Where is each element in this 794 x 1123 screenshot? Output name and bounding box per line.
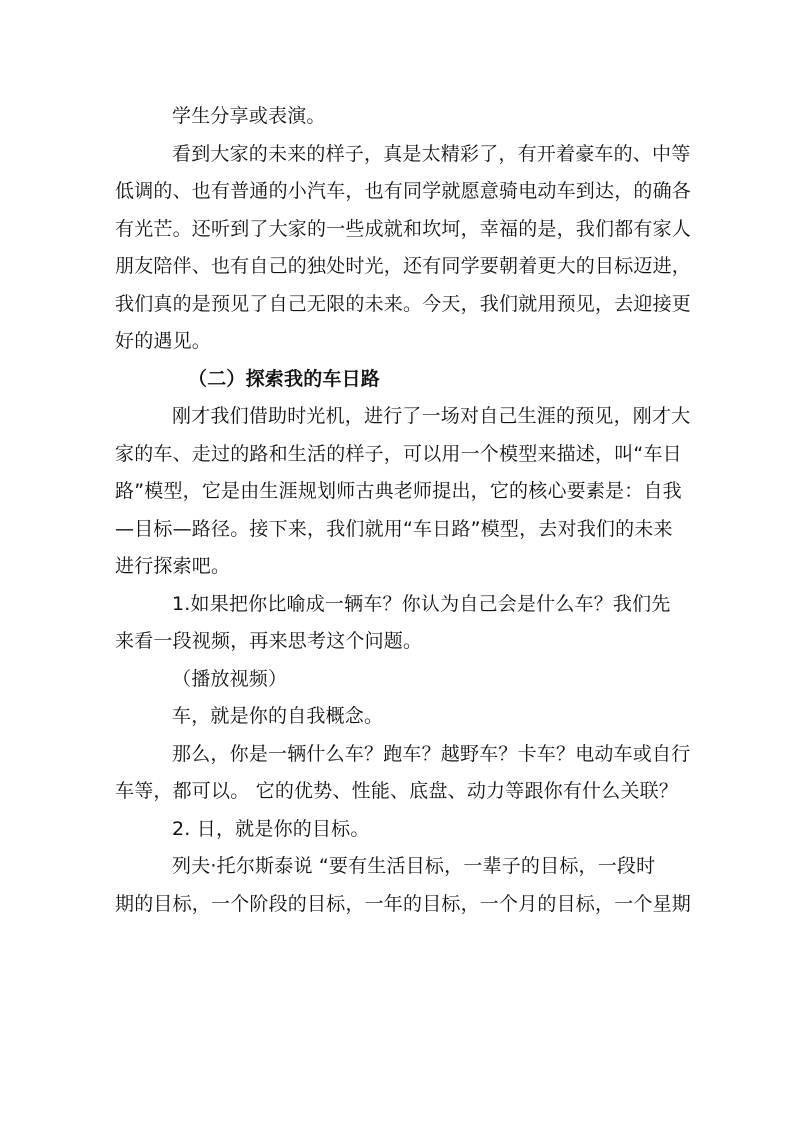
paragraph-line: —目标—路径。接下来，我们就用“车日路”模型，去对我们的未来 [115,517,673,540]
paragraph-line: （播放视频） [172,667,288,690]
paragraph-line: 好的遇见。 [115,330,212,352]
paragraph-line: 有光芒。还听到了大家的一些成就和坎坷，幸福的是，我们都有家人 [115,217,692,240]
paragraph-line: 2. 日，就是你的目标。 [172,817,370,840]
paragraph-line: 车，就是你的自我概念。 [172,705,384,727]
document-body [115,98,692,923]
paragraph-line: 家的车、走过的路和生活的样子，可以用一个模型来描述，叫“车日 [115,442,682,465]
paragraph-line: 列夫·托尔斯泰说 “要有生活目标，一辈子的目标，一段时 [172,855,656,877]
paragraph-line: 进行探索吧。 [115,555,231,577]
paragraph-line: 朋友陪伴、也有自己的独处时光，还有同学要朝着更大的目标迈进， [115,255,692,277]
paragraph-line: 来看一段视频，再来思考这个问题。 [115,630,423,652]
paragraph-line: 期的目标，一个阶段的目标，一年的目标，一个月的目标，一个星期 [115,892,692,915]
paragraph-line: 看到大家的未来的样子，真是太精彩了，有开着豪车的、中等 [172,142,691,165]
paragraph-line: 学生分享或表演。 [172,105,326,127]
paragraph-line: 路”模型，它是由生涯规划师古典老师提出，它的核心要素是：自我 [115,480,682,502]
section-heading: （二）探索我的车日路 [188,367,381,390]
paragraph-line: 刚才我们借助时光机，进行了一场对自己生涯的预见，刚才大 [172,405,691,427]
paragraph-line: 1.如果把你比喻成一辆车？你认为自己会是什么车？我们先 [172,592,671,615]
paragraph-line: 那么，你是一辆什么车？跑车？越野车？卡车？电动车或自行 [172,742,691,765]
paragraph-line: 我们真的是预见了自己无限的未来。今天，我们就用预见，去迎接更 [115,292,692,315]
paragraph-line: 车等，都可以。 它的优势、性能、底盘、动力等跟你有什么关联？ [115,780,679,802]
paragraph-line: 低调的、也有普通的小汽车，也有同学就愿意骑电动车到达，的确各 [115,180,692,202]
